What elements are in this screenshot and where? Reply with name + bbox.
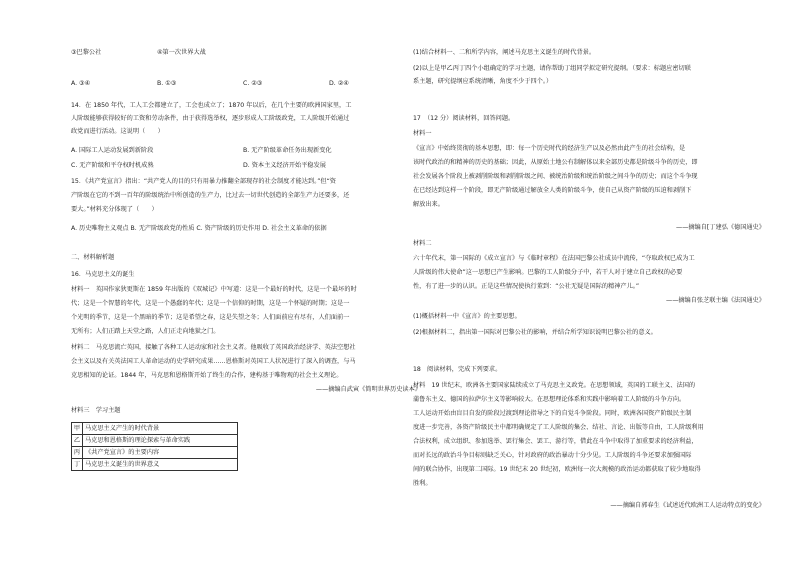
q18-material-line: 度进一步完善，各资产阶级民主中都明确规定了工人阶级的集会、结社、言论、出版等自由，工人阶级利用	[413, 424, 704, 431]
q17-title: 17 （12 分）阅读材料，回答问题。	[413, 115, 515, 122]
q14-stem-line: 14．在 1850 年代，工人工会都建立了，工会也成立了；1870 年以后，在几个主要的欧洲国家里，工	[71, 102, 352, 109]
q17-task-line: (1)概括材料一中《宣言》的主要思想。	[413, 313, 521, 320]
table-row	[72, 423, 238, 435]
q18-material-line: 而对长远的政治斗争目标则缺乏关心，针对政府的政治暴动十分少见。工人阶级的斗争还要求加强国际	[413, 452, 692, 459]
q16-material1-line: 代；这是一个智慧的年代，这是一个愚蠢的年代；这是一个信仰的时期，这是一个怀疑的时期；这是一	[71, 300, 350, 307]
q17-material1-line: 《宣言》中始终贯彻的基本思想，即：每一个历史时代的经济生产以及必然由此产生的社会结构，是	[413, 145, 686, 152]
table-row	[72, 459, 238, 471]
q16-material2-line: 材料二 马克思流亡英国，接触了各种工人运动家和社会主义者。他吸收了英国政治经济学、英法空想社	[71, 344, 356, 351]
q17-material1-line: 在已经达到这样一个阶段，即无产阶级通过解放全人类的阶级斗争，使自己从资产阶级的压迫和剥削下	[413, 187, 692, 194]
q18-material-line: 间的联合协作，出现第二国际。19 世纪末 20 世纪初，欧洲每一次大规模的政治运动都获取了较少地取得	[413, 466, 701, 473]
q13-choice-b: B. ①③	[157, 80, 177, 87]
q14-stem-line: 政党而进行活动。这说明（ ）	[71, 128, 164, 135]
q18-material-line: 胜利。	[413, 480, 432, 487]
q14-choice-c: C. 无产阶级和平夺权时机成熟	[71, 162, 154, 169]
q13-option-c: ③巴黎公社	[71, 49, 102, 56]
q15-stem-line: 产阶级在它的不到一百年的阶级统治中所创造的生产力，比过去一切世代创造的全部生产力还要多，还	[71, 192, 350, 199]
q14-choice-a: A. 国际工人运动发展到新阶段	[71, 147, 154, 154]
table-cell-key: 丙	[72, 447, 83, 459]
q17-material2-line: 六十年代末，第一国际的《成立宣言》与《临时章程》在法国巴黎公社成员中流传，“夺取政权已成为工	[413, 255, 695, 262]
q17-material2-line: 性，有了进一步的认识。正是这些情况使执行董到：“公社无疑是国际的精神产儿。”	[413, 283, 640, 290]
table-row	[72, 435, 238, 447]
q18-source: ——摘编自郭春生《试述近代欧洲工人运动特点的变化》	[610, 502, 765, 509]
q16-task-line: (1)结合材料一、二和所学内容，阐述马克思主义诞生的时代背景。	[413, 49, 596, 56]
q16-table-title: 材料三 学习主题	[71, 407, 121, 414]
q17-task-line: (2)根据材料二，指出第一国际对巴黎公社的影响，并结合所学知识说明巴黎公社的意义。	[413, 329, 657, 336]
table-cell-key: 丁	[72, 459, 83, 471]
q13-option-d: ④第一次世界大战	[157, 49, 206, 56]
table-cell-topic: 马克思主义产生的时代背景	[83, 423, 238, 435]
q16-material1-line: 材料一 英国作家狄更斯在 1859 年出版的《双城记》中写道：这是一个最好的时代，这是一个最坏的时	[71, 286, 357, 293]
q17-material2-source: ——摘编自张芝联主编《法国通史》	[666, 297, 765, 304]
q17-material1-label: 材料一	[413, 130, 432, 137]
q17-material1-line: 社会发展各个阶段上被剥削阶级和剥削阶级之间、被统治阶级和统治阶级之间斗争的历史；而这个斗争现	[413, 173, 698, 180]
q13-choice-a: A. ③④	[71, 80, 91, 87]
q18-material-line: 合法权利，成立组织、参加选举、罢行集会、罢工、游行等，借此在斗争中取得了加重要求的经济利益，	[413, 438, 698, 445]
q16-material1-line: 个光明的季节，这是一个黑暗的季节；这是希望之春，这是失望之冬；人们面前应有尽有，人们面前一	[71, 314, 350, 321]
q16-material2-line: 会主义以及有关英法国工人革命运动的史学研究成果……恩格斯对英国工人状况进行了深入的调查，与马	[71, 358, 356, 365]
table-cell-key: 甲	[72, 423, 83, 435]
q13-choice-d: D. ②④	[329, 80, 349, 87]
q17-material1-line: 该时代政治的和精神的历史的基础；因此，从原始土地公有制解体以来全部历史都是阶级斗争的历史，即	[413, 159, 698, 166]
q16-task-line: (2)以上是甲乙丙丁四个小组确定的学习主题，请你帮助丁组同学拟定研究提纲。（要求：标题应密切联	[413, 65, 691, 72]
q16-source: ——摘编自武寅《简明世界历史读本》	[315, 386, 421, 393]
q17-material2-line: 人阶级的伟大使命”这一思想已产生影响。巴黎的工人阶级分子中，若干人对于建立自己政权的必要	[413, 269, 683, 276]
q18-material-line: 工人运动开始由盲目自发的阶段过渡到理论指导之下的自觉斗争阶段。同时，欧洲各国资产阶级民主制	[413, 410, 692, 417]
q14-stem-line: 人阶级能够获得较好的工资和劳动条件，由于获得选举权，逐步形成人工阶级政党，工人阶级开始通过	[71, 115, 350, 122]
q18-material-line: 材料 19 世纪末，欧洲各主要国家陆续成立了马克思主义政党。在思想领域，英国的工联主义、法国的	[413, 382, 696, 389]
q15-stem-line: 15．《共产党宣言》指出：“共产党人的目的只有用暴力推翻全部现存的社会制度才能达到。”但“资	[71, 178, 336, 185]
q16-material2-line: 克思相知的论证。1844 年，马克思和恩格斯开始了终生的合作，建构基于唯物观的社会主义理论。	[71, 372, 343, 379]
q17-material2-label: 材料二	[413, 240, 432, 247]
q15-stem-line: 要大。”材料充分体现了（ ）	[71, 206, 158, 213]
q16-task-line: 系主题，研究提纲应系统清晰，角度不少于四个。）	[413, 78, 553, 85]
table-cell-topic: 马克思和恩格斯的理论探索与革命实践	[83, 435, 238, 447]
q17-material1-line: 解放出来。	[413, 201, 444, 208]
table-cell-topic: 马克思主义诞生的世界意义	[83, 459, 238, 471]
table-cell-topic: 《共产党宣言》的主要内容	[83, 447, 238, 459]
q17-material1-source: ——摘编自[丁建弘《德国通史》	[675, 224, 765, 231]
q18-material-line: 蒲鲁东主义、德国的拉萨尔主义等影响较大。在思想理论体系和实践中影响着工人阶级的斗争方向。	[413, 396, 686, 403]
section-title: 二、材料解析题	[71, 254, 115, 261]
q13-choice-c: C. ②③	[243, 80, 263, 87]
table-cell-key: 乙	[72, 435, 83, 447]
q14-choice-b: B. 无产阶级革命任务出现新变化	[243, 147, 332, 154]
q18-title: 18 阅读材料，完成下列要求。	[413, 366, 502, 373]
q14-choice-d: D. 资本主义经济开始平稳发展	[243, 162, 326, 169]
q16-title: 16．马克思主义的诞生	[71, 271, 135, 278]
q15-choices: A. 历史唯物主义观点 B. 无产阶级政党的性质 C. 资产阶级的历史作用 D. 社会主义革命的依据	[71, 225, 327, 232]
study-topic-table	[71, 422, 238, 471]
q16-material1-line: 无所有；人们正踏上天堂之路，人们正走向地狱之门。	[71, 328, 220, 335]
table-row	[72, 447, 238, 459]
